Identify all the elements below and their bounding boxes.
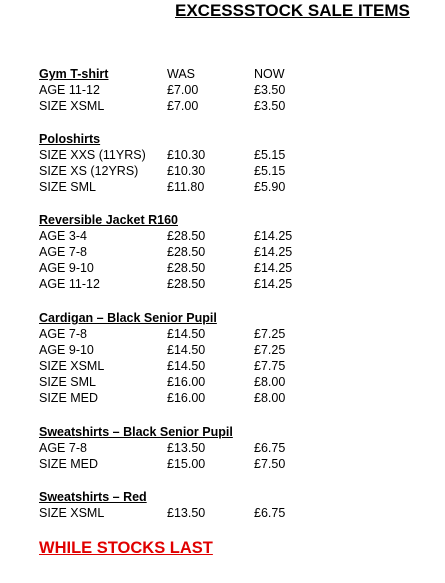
price-row xyxy=(39,505,439,521)
was-price: £13.50 xyxy=(167,441,206,455)
section-cardigan xyxy=(39,310,439,406)
was-price: £14.50 xyxy=(167,343,206,357)
price-row xyxy=(39,440,439,456)
section-heading-row xyxy=(39,424,439,440)
price-row xyxy=(39,147,439,163)
size-label: SIZE XSML xyxy=(39,359,105,373)
now-price: £14.25 xyxy=(254,261,293,275)
size-label: AGE 7-8 xyxy=(39,245,87,259)
price-row xyxy=(39,342,439,358)
now-price: £14.25 xyxy=(254,245,293,259)
section-poloshirts xyxy=(39,131,439,195)
was-price: £28.50 xyxy=(167,245,206,259)
size-label: SIZE XXS (11YRS) xyxy=(39,148,146,162)
now-price: £5.90 xyxy=(254,180,286,194)
section-heading-row xyxy=(39,310,439,326)
size-label: AGE 3-4 xyxy=(39,229,87,243)
was-price: £13.50 xyxy=(167,506,206,520)
now-price: £3.50 xyxy=(254,83,286,97)
was-price: £14.50 xyxy=(167,327,206,341)
section-sweatshirts-red xyxy=(39,489,439,521)
was-price: £15.00 xyxy=(167,457,206,471)
section-heading-row xyxy=(39,66,439,82)
price-row xyxy=(39,228,439,244)
was-price: £28.50 xyxy=(167,229,206,243)
section-heading: Sweatshirts – Red xyxy=(39,490,147,504)
now-price: £7.75 xyxy=(254,359,286,373)
section-sweatshirts-black xyxy=(39,424,439,472)
size-label: SIZE XSML xyxy=(39,99,105,113)
section-heading-row xyxy=(39,131,439,147)
was-price: £14.50 xyxy=(167,359,206,373)
price-row xyxy=(39,82,439,98)
now-price: £3.50 xyxy=(254,99,286,113)
now-price: £7.50 xyxy=(254,457,286,471)
size-label: AGE 11-12 xyxy=(39,83,100,97)
now-price: £8.00 xyxy=(254,391,286,405)
size-label: AGE 9-10 xyxy=(39,343,94,357)
now-column-header: NOW xyxy=(254,67,285,81)
now-price: £14.25 xyxy=(254,277,293,291)
now-price: £5.15 xyxy=(254,164,286,178)
now-price: £7.25 xyxy=(254,327,286,341)
price-row xyxy=(39,179,439,195)
size-label: SIZE SML xyxy=(39,375,96,389)
stock-notice: WHILE STOCKS LAST xyxy=(39,539,213,557)
now-price: £5.15 xyxy=(254,148,286,162)
was-price: £7.00 xyxy=(167,99,199,113)
section-heading: Poloshirts xyxy=(39,132,101,146)
price-row xyxy=(39,390,439,406)
price-row xyxy=(39,163,439,179)
was-price: £28.50 xyxy=(167,277,206,291)
section-heading-row xyxy=(39,489,439,505)
size-label: SIZE XS (12YRS) xyxy=(39,164,139,178)
was-price: £10.30 xyxy=(167,148,206,162)
price-row xyxy=(39,326,439,342)
was-price: £7.00 xyxy=(167,83,199,97)
section-heading: Sweatshirts – Black Senior Pupil xyxy=(39,425,233,439)
size-label: SIZE MED xyxy=(39,457,99,471)
size-label: AGE 7-8 xyxy=(39,441,87,455)
price-row xyxy=(39,456,439,472)
size-label: SIZE SML xyxy=(39,180,96,194)
price-row xyxy=(39,358,439,374)
now-price: £7.25 xyxy=(254,343,286,357)
page-title: EXCESSSTOCK SALE ITEMS xyxy=(175,1,410,20)
section-heading-row xyxy=(39,212,439,228)
size-label: AGE 7-8 xyxy=(39,327,87,341)
was-price: £16.00 xyxy=(167,391,206,405)
now-price: £6.75 xyxy=(254,506,286,520)
was-price: £10.30 xyxy=(167,164,206,178)
section-heading: Cardigan – Black Senior Pupil xyxy=(39,311,217,325)
price-row xyxy=(39,244,439,260)
size-label: SIZE MED xyxy=(39,391,99,405)
size-label: SIZE XSML xyxy=(39,506,105,520)
price-row xyxy=(39,374,439,390)
now-price: £8.00 xyxy=(254,375,286,389)
was-column-header: WAS xyxy=(167,67,196,81)
section-gym-tshirt xyxy=(39,66,439,114)
section-heading: Reversible Jacket R160 xyxy=(39,213,178,227)
price-row xyxy=(39,260,439,276)
now-price: £6.75 xyxy=(254,441,286,455)
now-price: £14.25 xyxy=(254,229,293,243)
size-label: AGE 11-12 xyxy=(39,277,100,291)
price-row xyxy=(39,98,439,114)
size-label: AGE 9-10 xyxy=(39,261,94,275)
was-price: £28.50 xyxy=(167,261,206,275)
was-price: £11.80 xyxy=(167,180,205,194)
price-row xyxy=(39,276,439,292)
section-heading: Gym T-shirt xyxy=(39,67,109,81)
was-price: £16.00 xyxy=(167,375,206,389)
section-reversible-jacket xyxy=(39,212,439,292)
